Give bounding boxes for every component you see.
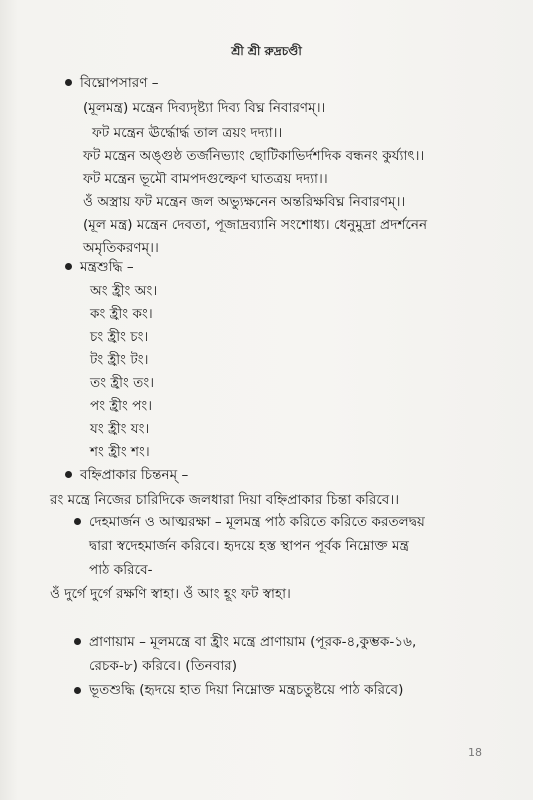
text-line: ওঁ অস্ত্রায় ফট মন্ত্রেন জল অভ্যুক্ষনেন অন্তরিক্ষবিঘ্ন নিবারণম্।। (83, 194, 406, 210)
text-line: দ্বারা স্বদেহমার্জন করিবে। হৃদয়ে হস্ত স্থাপন পূর্বক নিম্নোক্ত মন্ত্র (89, 538, 409, 554)
bullet-icon (65, 471, 72, 478)
text-line: পং হ্রীং পং। (90, 398, 153, 414)
text-line: তং হ্রীং তং। (90, 375, 155, 391)
text-line: অং হ্রীং অং। (90, 283, 158, 299)
section-heading: মন্ত্রশুদ্ধি – (80, 259, 134, 275)
section-heading: বহ্নিপ্রাকার চিন্তনম্ – (80, 467, 189, 483)
text-line: দেহমার্জন ও আত্মরক্ষা – মূলমন্ত্র পাঠ করিতে করিতে করতলদ্বয় (89, 514, 425, 530)
text-line: ফট মন্ত্রেন ঊর্দ্ধোর্দ্ধ তাল ত্রয়ং দদ্যা।। (92, 125, 283, 141)
text-line: যং হ্রীং যং। (90, 421, 150, 437)
text-line: পাঠ করিবে- (89, 562, 153, 578)
page-number: 18 (468, 746, 482, 759)
running-header: শ্রী শ্রী রুদ্রচণ্ডী (231, 44, 302, 58)
text-line: (মূলমন্ত্র) মন্ত্রেন দিব্যদৃষ্ট্যা দিব্য বিঘ্ন নিবারণম্।। (83, 100, 326, 116)
bullet-icon (65, 263, 72, 270)
text-line: ভূতশুদ্ধি (হৃদয়ে হাত দিয়া নিম্নোক্ত মন্ত্রচতুষ্টয়ে পাঠ করিবে) (89, 682, 404, 698)
bullet-icon (65, 79, 72, 86)
text-line: ওঁ দুর্গে দুর্গে রক্ষণি স্বাহা। ওঁ আং হূং ফট স্বাহা। (50, 586, 291, 602)
text-line: (মূল মন্ত্র) মন্ত্রেন দেবতা, পূজাদ্রব্যানি সংশোধ্য। ধেনুমুদ্রা প্রদর্শনেন (83, 217, 428, 233)
text-line: প্রাণায়াম – মূলমন্ত্রে বা হ্রীং মন্ত্রে প্রাণায়াম (পূরক-৪,কুম্ভক-১৬, (89, 634, 417, 650)
bullet-icon (74, 638, 81, 645)
section-heading: বিঘ্নোপসারণ – (80, 75, 159, 91)
text-line: রং মন্ত্রে নিজের চারিদিকে জলধারা দিয়া বহ্নিপ্রাকার চিন্তা করিবে।। (50, 492, 400, 508)
text-line: চং হ্রীং চং। (90, 329, 149, 345)
text-line: ফট মন্ত্রেন ভূমৌ বামপদগুল্ফেণ ঘাতত্রয় দদ্যা।। (83, 171, 328, 187)
text-line: রেচক-৮) করিবে। (তিনবার) (89, 658, 238, 674)
text-line: ফট মন্ত্রেন অঙ্গুষ্ঠ তর্জনিভ্যাং ছোটিকাভির্দশদিক বন্ধনং কুর্য্যাৎ।। (83, 148, 425, 164)
text-line: অমৃতিকরণম্।। (83, 240, 159, 256)
text-line: শং হ্রীং শং। (90, 444, 150, 460)
bullet-icon (74, 518, 81, 525)
text-line: টং হ্রীং টং। (90, 352, 149, 368)
bullet-icon (74, 687, 81, 694)
text-line: কং হ্রীং কং। (90, 306, 153, 322)
